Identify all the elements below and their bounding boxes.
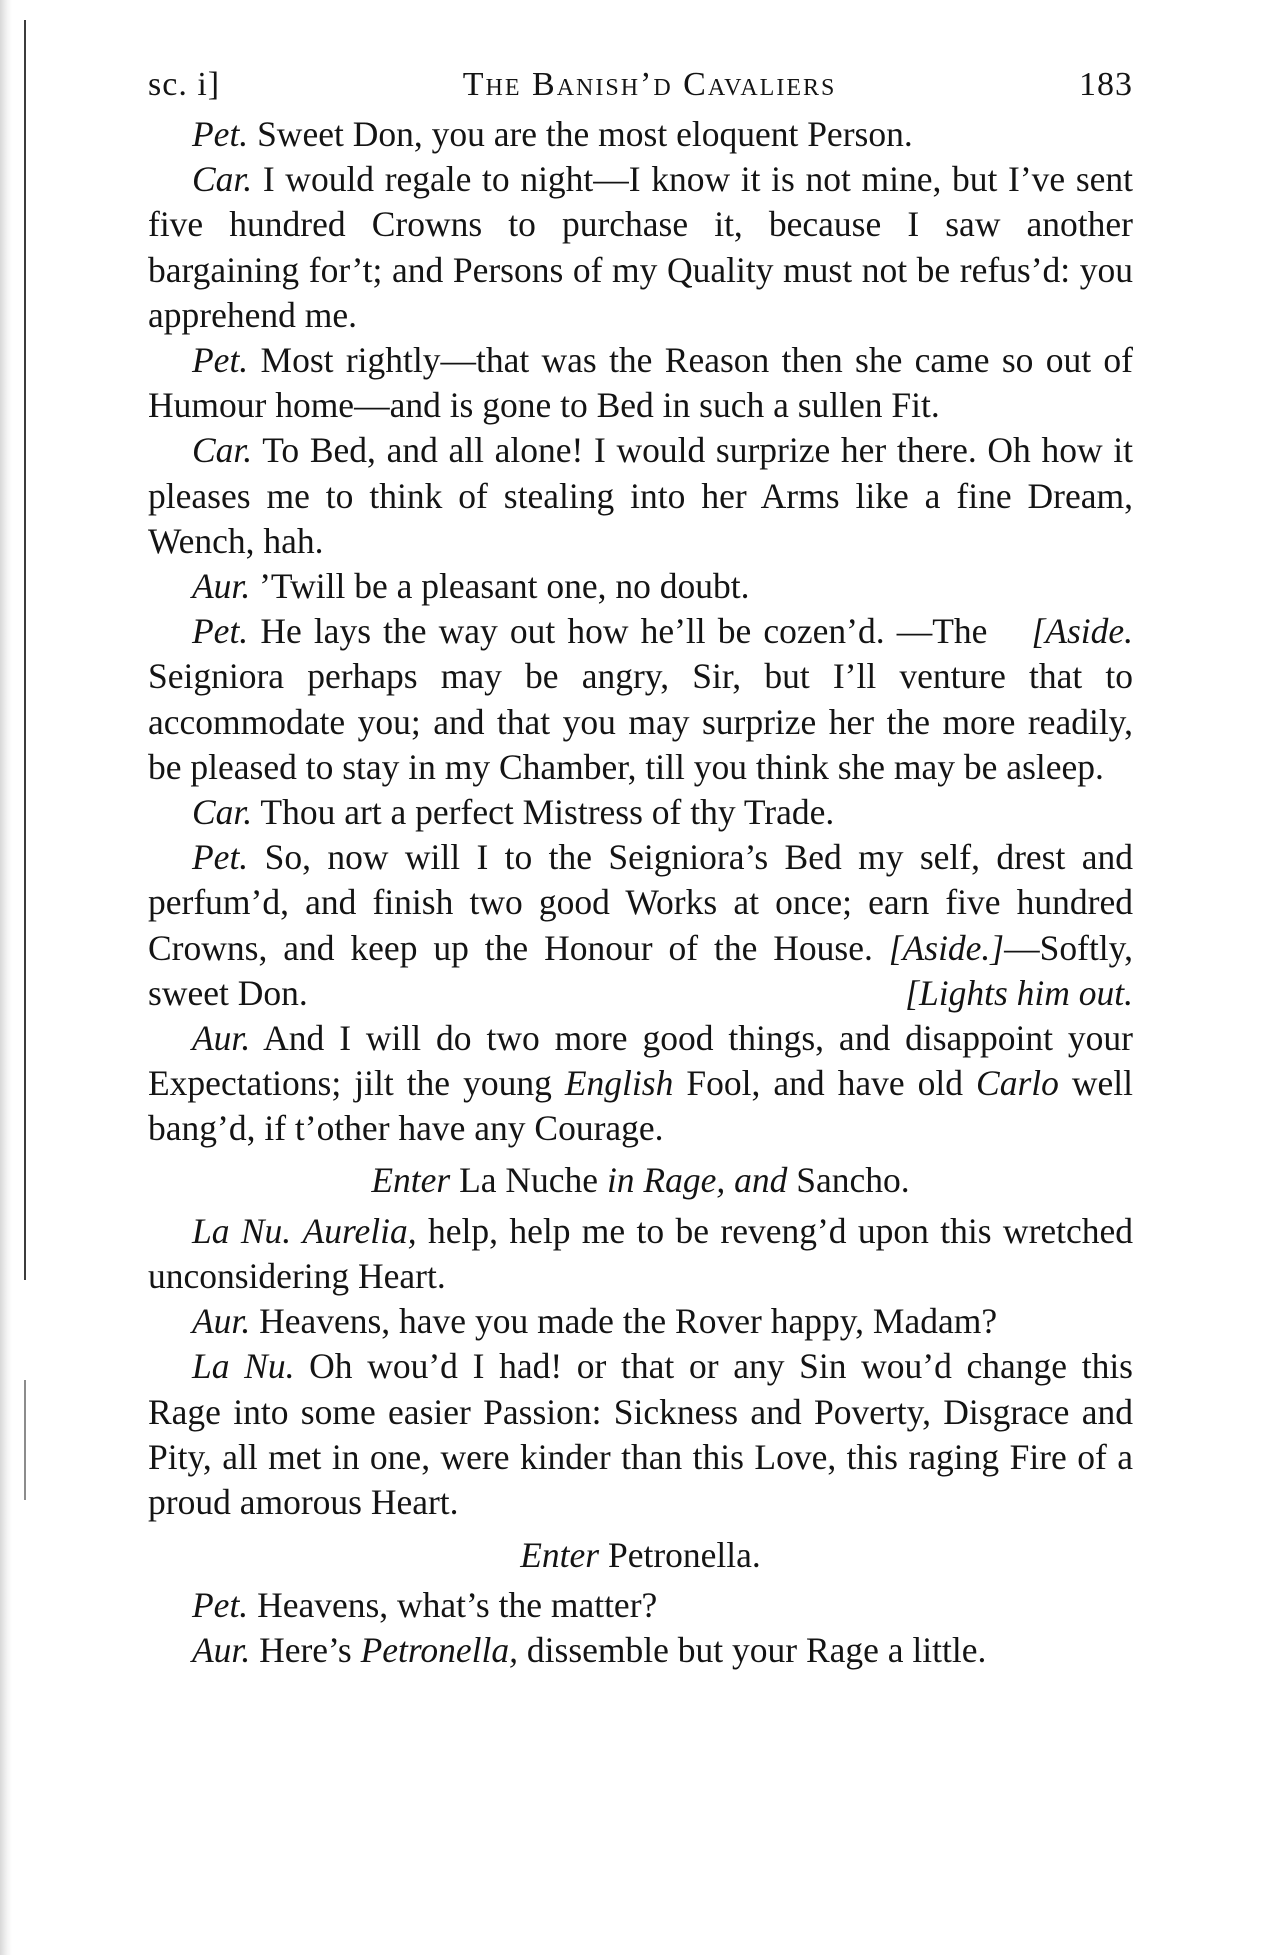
speaker-name: Pet. (192, 611, 249, 652)
speech-text: Sweet Don, you are the most eloquent Person. (257, 114, 913, 154)
speaker-name: Pet. (192, 340, 249, 381)
stage-direction-exit: [Lights him out. (905, 972, 1133, 1013)
speaker-name: La Nu. (192, 1346, 295, 1387)
speech-text: well bang’d, if t’other have any Courage. (148, 1063, 1134, 1149)
speaker-name: Aur. (192, 1629, 251, 1670)
speaker-name: Aur. (192, 1301, 251, 1342)
speech (148, 157, 1133, 338)
emphasis-text: Aurelia, (302, 1210, 417, 1251)
speech-text: Thou art a perfect Mistress of thy Trade. (260, 792, 835, 833)
character-name: La Nuche (459, 1159, 599, 1200)
emphasis-text: Petronella, (360, 1629, 519, 1670)
running-header (148, 66, 1133, 112)
book-page (148, 66, 1133, 1673)
speech (148, 790, 1133, 835)
stage-enter-word: Enter (371, 1159, 451, 1200)
speaker-name: Aur. (192, 1018, 251, 1059)
speaker-name: La Nu. (192, 1210, 292, 1251)
speech-text: —The Seigniora perhaps may be angry, Sir, but I’ll venture that to accommodate you; and that you may surprize her the more readily, be pleased to stay in my Chamber, till you think she may be asleep. (148, 611, 1133, 787)
header-scene: sc. i] (148, 66, 221, 103)
speech-text: ’Twill be a pleasant one, no doubt. (259, 566, 750, 607)
emphasis-text: Carlo (976, 1063, 1059, 1104)
speech-text: And I will do two more good things, and disappoint your Expectations; jilt the young (148, 1018, 1133, 1104)
speech (148, 428, 1133, 564)
speech-text: dissemble but your Rage a little. (526, 1629, 987, 1670)
binding-edge-line (24, 20, 26, 1280)
speech (148, 112, 1133, 157)
stage-direction-aside: [Aside.] (888, 927, 1005, 968)
speech (148, 1299, 1133, 1344)
speech (148, 835, 1133, 1016)
speaker-name: Pet. (192, 114, 249, 154)
character-name: Sancho. (796, 1159, 910, 1200)
stage-direction-entrance (148, 1533, 1133, 1578)
speaker-name: Aur. (192, 566, 251, 607)
speech (148, 1209, 1133, 1299)
speaker-name: Car. (192, 792, 253, 833)
speech (148, 338, 1133, 428)
speech-text: Oh wou’d I had! or that or any Sin wou’d change this Rage into some easier Passion: Sickness and Poverty, Disgrace and Pity, all met in one, were kinder than this Love, this raging Fire of a proud amorous Heart. (148, 1346, 1133, 1523)
speech (148, 1628, 1133, 1673)
speech-text: To Bed, and all alone! I would surprize her there. Oh how it pleases me to think of stealing into her Arms like a fine Dream, Wench, hah. (148, 430, 1133, 561)
stage-direction-text: in Rage, and (606, 1159, 788, 1200)
speech-text: help, help me to be reveng’d upon this wretched unconsidering Heart. (148, 1210, 1134, 1297)
header-title: The Banish’d Cavaliers (462, 66, 837, 103)
page-number: 183 (1079, 66, 1133, 103)
speech (148, 1583, 1133, 1628)
speech-text: Most rightly—that was the Reason then she came so out of Humour home—and is gone to Bed in such a sullen Fit. (148, 340, 1134, 426)
speech-text: Heavens, what’s the matter? (257, 1584, 658, 1625)
stage-enter-word: Enter (520, 1535, 600, 1576)
stage-direction-entrance (148, 1158, 1133, 1203)
stage-direction-aside: [Aside. (1031, 611, 1133, 652)
speaker-name: Pet. (192, 837, 249, 878)
speech (148, 609, 1133, 790)
speech-text: Fool, and have old (686, 1063, 963, 1104)
speaker-name: Pet. (192, 1584, 249, 1625)
speaker-name: Car. (192, 159, 253, 200)
speech-text: Heavens, have you made the Rover happy, Madam? (259, 1301, 998, 1342)
speech-text: Here’s (259, 1629, 352, 1670)
character-name: Petronella. (607, 1535, 761, 1576)
emphasis-text: English (564, 1063, 674, 1104)
speech (148, 1016, 1133, 1152)
play-text (148, 112, 1133, 1673)
speech (148, 1344, 1133, 1525)
speaker-name: Car. (192, 430, 253, 471)
speech-text: He lays the way out how he’ll be cozen’d. (260, 611, 885, 652)
speech-text: So, now will I to the Seigniora’s Bed my self, drest and perfum’d, and finish two good Works at once; earn five hundred Crowns, and keep up the Honour of the House. (148, 837, 1134, 968)
speech-text: —Softly, sweet Don. (148, 927, 1133, 1013)
speech (148, 564, 1133, 609)
page-binding-shadow (0, 0, 12, 1955)
binding-edge-line-lower (24, 1380, 26, 1500)
speech-text: I would regale to night—I know it is not mine, but I’ve sent five hundred Crowns to purchase it, because I saw another bargaining for’t; and Persons of my Quality must not be refus’d: you apprehend me. (148, 159, 1134, 335)
